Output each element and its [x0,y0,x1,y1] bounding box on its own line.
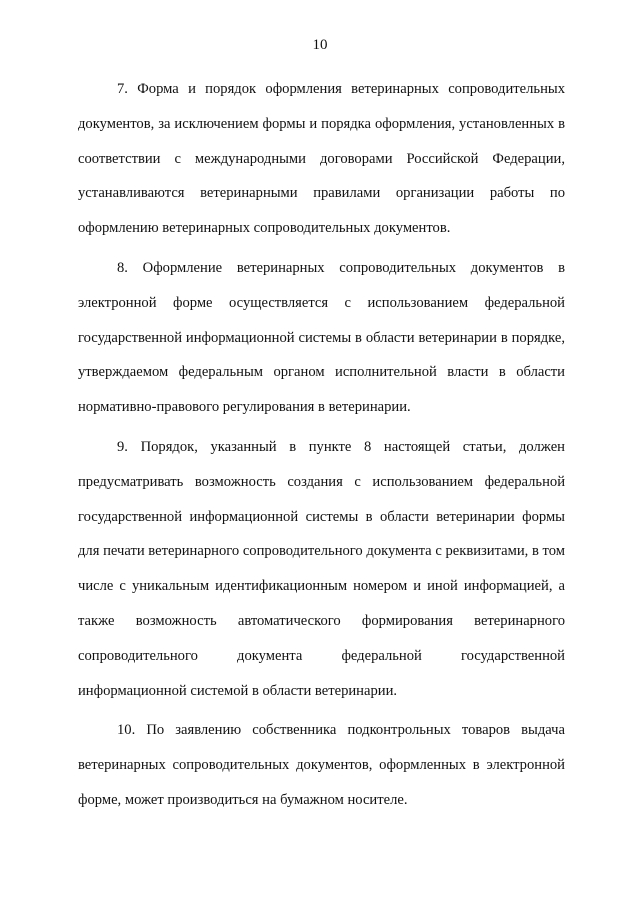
page-number: 10 [312,37,328,53]
document-body [78,72,565,823]
paragraph-9: 9. Порядок, указанный в пункте 8 настоящей статьи, должен предусматривать возможность создания с использованием федеральной государственной информационной системы в области ветеринарии формы для печати ветеринарного сопроводительного документа с реквизитами, в том числе с уникальным идентификационным номером и иной информацией, а также возможность автоматического формирования ветеринарного сопроводительного документа федеральной государственной информационной системой в области ветеринарии. [78,438,565,699]
paragraph-10: 10. По заявлению собственника подконтрольных товаров выдача ветеринарных сопроводительных документов, оформленных в электронной форме, может производиться на бумажном носителе. [78,722,565,808]
paragraph-8: 8. Оформление ветеринарных сопроводительных документов в электронной форме осуществляется с использованием федеральной государственной информационной системы в области ветеринарии в порядке, утверждаемом федеральным органом исполнительной власти в области нормативно-правового регулирования в ветеринарии. [78,259,565,416]
paragraph-7: 7. Форма и порядок оформления ветеринарных сопроводительных документов, за исключением формы и порядка оформления, установленных в соответствии с международными договорами Российской Федерации, устанавливаются ветеринарными правилами организации работы по оформлению ветеринарных сопроводительных документов. [78,81,565,237]
